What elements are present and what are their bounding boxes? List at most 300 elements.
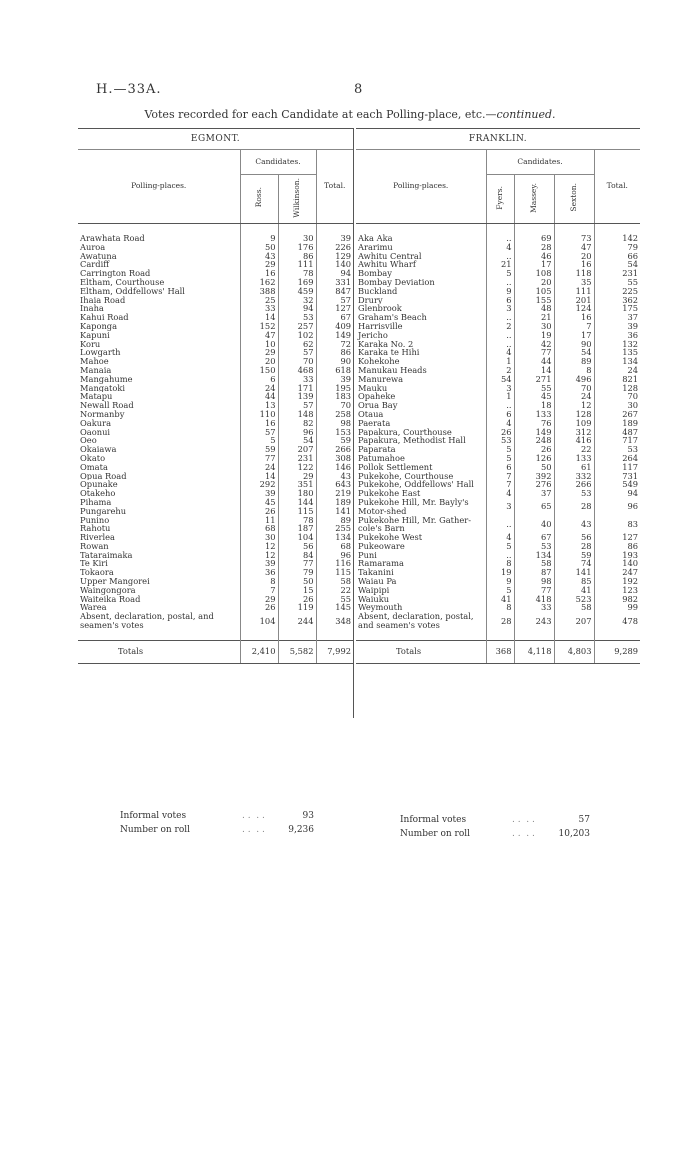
polling-place-name: Okaiawa (80, 445, 117, 454)
page-number: 8 (354, 82, 363, 97)
polling-place-name: Awhitu Central (358, 251, 422, 261)
row-total: 247 (594, 568, 640, 577)
vote-count: 45 (240, 498, 278, 507)
vote-count: 94 (278, 304, 316, 313)
vote-count: 7 (240, 586, 278, 595)
franklin-panel (356, 128, 640, 664)
fr-candidate-label: Sexton. (568, 183, 578, 212)
polling-place-name: Pukekohe East (358, 489, 421, 498)
row-total: 134 (594, 357, 640, 366)
polling-place-name: Eltham, Oddfellows' Hall (80, 286, 185, 296)
row-total: 39 (594, 322, 640, 331)
polling-place-name: Paparata (358, 445, 396, 454)
table-row (356, 595, 640, 604)
vote-count: 40 (514, 516, 554, 534)
vote-count: 6 (240, 375, 278, 384)
row-total: 94 (316, 269, 353, 278)
polling-place-name: Awatuna (80, 251, 117, 261)
fr-candidate-name (486, 175, 514, 224)
vote-count: 28 (514, 243, 554, 252)
row-total: 142 (594, 234, 640, 243)
vote-count: 26 (514, 445, 554, 454)
row-total: 68 (316, 542, 353, 551)
polling-place-name: Pukekohe Hill, Mr. Gather-cole's Barn (358, 515, 472, 534)
vote-count: 44 (240, 392, 278, 401)
vote-count: 118 (554, 269, 594, 278)
vote-count: 187 (278, 524, 316, 533)
vote-count: 14 (240, 313, 278, 322)
egmont-total-header: Total. (316, 150, 353, 224)
row-total: 409 (316, 322, 353, 331)
row-total: 36 (594, 331, 640, 340)
polling-place-name: Waipipi (358, 585, 390, 595)
vote-count: 2 (486, 366, 514, 375)
spacer-cell (240, 630, 278, 641)
polling-place-name: Rowan (80, 541, 109, 551)
vote-count: 9 (486, 287, 514, 296)
table-row (356, 577, 640, 586)
vote-count: 15 (278, 586, 316, 595)
row-total: 83 (594, 516, 640, 534)
polling-place-name: Graham's Beach (358, 313, 427, 322)
polling-place-name: Riverlea (80, 533, 115, 542)
vote-count: 102 (278, 331, 316, 340)
table-row (356, 313, 640, 322)
vote-count: 77 (278, 559, 316, 568)
polling-place-name: Rahotu (80, 524, 111, 534)
polling-place-name: Waiuku (358, 594, 390, 604)
row-total: 79 (594, 243, 640, 252)
vote-count: 115 (278, 507, 316, 516)
row-total: 731 (594, 472, 640, 481)
vote-count: 26 (240, 507, 278, 516)
vote-count: .. (486, 252, 514, 261)
egmont-polling-places-header: Polling-places. (78, 150, 240, 224)
vote-count: 86 (278, 252, 316, 261)
eg-candidate-label: Wilkinson. (291, 177, 301, 218)
table-row (78, 516, 353, 525)
vote-count: 17 (554, 331, 594, 340)
table-row (78, 428, 353, 437)
polling-place-name: Takanini (358, 568, 394, 578)
row-total: 189 (594, 419, 640, 428)
eg-candidate-name (278, 175, 316, 224)
vote-count: 56 (278, 542, 316, 551)
vote-count: 26 (486, 428, 514, 437)
table-row (78, 463, 353, 472)
vote-count: 50 (278, 577, 316, 586)
vote-count: 79 (278, 568, 316, 577)
vote-count: 39 (240, 489, 278, 498)
table-row (356, 463, 640, 472)
vote-count: 53 (486, 436, 514, 445)
polling-place-name: Puni (358, 550, 377, 560)
egmont-panel (78, 128, 353, 664)
row-total: 86 (316, 348, 353, 357)
vote-count: 144 (278, 498, 316, 507)
table-row (78, 260, 353, 269)
table-row (356, 392, 640, 401)
egmont-roll-value: 9,236 (288, 825, 314, 835)
vote-count: 59 (554, 551, 594, 560)
polling-place-name: Okato (80, 453, 106, 463)
page-title (0, 108, 700, 121)
row-total: 264 (594, 454, 640, 463)
table-row (78, 234, 353, 243)
vote-count: 85 (554, 577, 594, 586)
spacer-row (356, 630, 640, 641)
vote-count: 28 (486, 612, 514, 630)
vote-count: 12 (240, 542, 278, 551)
row-total: 362 (594, 296, 640, 305)
polling-place-name: Upper Mangorei (80, 577, 150, 586)
vote-count: .. (486, 331, 514, 340)
polling-place-name: Orua Bay (358, 401, 398, 410)
polling-place-name: Oakura (80, 418, 112, 428)
row-total: 86 (594, 542, 640, 551)
row-total: 123 (594, 586, 640, 595)
table-row (356, 269, 640, 278)
row-total: 116 (316, 559, 353, 568)
table-row (78, 340, 353, 349)
vote-count: 141 (554, 568, 594, 577)
table-row (78, 551, 353, 560)
table-row (78, 252, 353, 261)
vote-count: 119 (278, 603, 316, 612)
eg-candidate-label: Ross. (253, 187, 263, 208)
row-total: 135 (594, 348, 640, 357)
row-total: 549 (594, 480, 640, 489)
total-value: 4,803 (554, 640, 594, 663)
table-row (78, 375, 353, 384)
vote-count: 55 (514, 384, 554, 393)
row-total: 55 (316, 595, 353, 604)
vote-count: 243 (514, 612, 554, 630)
row-total: 331 (316, 278, 353, 287)
vote-count: 7 (486, 472, 514, 481)
vote-count: 148 (278, 410, 316, 419)
row-total: 22 (316, 586, 353, 595)
row-total: 308 (316, 454, 353, 463)
row-total: 821 (594, 375, 640, 384)
vote-count: 176 (278, 243, 316, 252)
vote-count: 416 (554, 436, 594, 445)
vote-count: 276 (514, 480, 554, 489)
vote-count: 30 (240, 533, 278, 542)
vote-count: 139 (278, 392, 316, 401)
vote-count: 388 (240, 287, 278, 296)
vote-count: 43 (554, 516, 594, 534)
polling-place-name: Tataraimaka (80, 550, 133, 560)
row-total: 54 (594, 260, 640, 269)
polling-place-name: Aka Aka (358, 234, 393, 243)
polling-place-name: Kohekohe (358, 357, 400, 366)
row-total: 348 (316, 612, 353, 630)
vote-count: 33 (240, 304, 278, 313)
vote-count: 62 (278, 340, 316, 349)
vote-count: 30 (514, 322, 554, 331)
row-total: 193 (594, 551, 640, 560)
table-row (78, 489, 353, 498)
polling-place-name: Glenbrook (358, 304, 402, 314)
vote-count: 43 (240, 252, 278, 261)
polling-place-name: Eltham, Courthouse (80, 277, 165, 287)
polling-place-name: Papakura, Methodist Hall (358, 436, 466, 446)
vote-count: 128 (554, 410, 594, 419)
vote-count: 70 (278, 357, 316, 366)
row-total: 175 (594, 304, 640, 313)
vote-count: 5 (486, 454, 514, 463)
table-row (78, 586, 353, 595)
vote-count: 4 (486, 489, 514, 498)
polling-place-name: Papakura, Courthouse (358, 427, 452, 437)
table-row (356, 454, 640, 463)
polling-place-name: Mangatoki (80, 383, 126, 393)
table-row (78, 612, 353, 630)
vote-count: 133 (514, 410, 554, 419)
row-total: 39 (316, 234, 353, 243)
vote-count: 28 (554, 542, 594, 551)
table-row (356, 516, 640, 534)
table-row (356, 401, 640, 410)
table-row (78, 533, 353, 542)
vote-count: 134 (514, 551, 554, 560)
row-total: 115 (316, 568, 353, 577)
polling-place-name: Lowgarth (80, 348, 121, 358)
polling-place-name: Opunake (80, 480, 118, 490)
table-row (356, 559, 640, 568)
vote-count: 3 (486, 384, 514, 393)
vote-count: 4 (486, 419, 514, 428)
franklin-informal-label: Informal votes (400, 815, 467, 825)
egmont-footer (118, 808, 316, 838)
vote-count: 41 (554, 586, 594, 595)
vote-count: .. (486, 516, 514, 534)
polling-place-name: Carrington Road (80, 269, 151, 278)
franklin-footer-table (398, 812, 592, 842)
row-total: 55 (594, 278, 640, 287)
totals-label: Totals (78, 640, 240, 663)
vote-count: 7 (554, 322, 594, 331)
polling-place-name: Ramarama (358, 559, 404, 569)
column-divider (353, 128, 354, 718)
vote-count: 78 (278, 516, 316, 525)
vote-count: 67 (514, 533, 554, 542)
vote-count: 54 (486, 375, 514, 384)
row-total: 153 (316, 428, 353, 437)
vote-count: 53 (278, 313, 316, 322)
vote-count: 149 (514, 428, 554, 437)
polling-place-name: Omata (80, 462, 108, 472)
row-total: 982 (594, 595, 640, 604)
vote-count: 30 (278, 234, 316, 243)
table-row (356, 357, 640, 366)
spacer-cell (356, 630, 486, 641)
egmont-roll-label: Number on roll (120, 825, 191, 835)
table-row (78, 304, 353, 313)
table-row (78, 524, 353, 533)
spacer-row (78, 630, 353, 641)
spacer-cell (514, 630, 554, 641)
vote-count: 35 (554, 278, 594, 287)
polling-place-name: Bombay Deviation (358, 277, 435, 287)
table-row (356, 278, 640, 287)
vote-count: 70 (554, 384, 594, 393)
row-total: 258 (316, 410, 353, 419)
polling-place-name: Mahoe (80, 357, 109, 366)
row-total: 145 (316, 603, 353, 612)
vote-count: 3 (486, 498, 514, 516)
vote-count: 22 (554, 445, 594, 454)
franklin-electorate-name: FRANKLIN. (356, 129, 640, 150)
title-main: Votes recorded for each Candidate at each Polling-place, etc.— (144, 108, 497, 121)
vote-count: 39 (240, 559, 278, 568)
vote-count: 201 (554, 296, 594, 305)
franklin-candidates-header: Candidates. (486, 150, 594, 175)
vote-count: 45 (514, 392, 554, 401)
table-row (78, 577, 353, 586)
vote-count: 96 (278, 428, 316, 437)
polling-place-name: Buckland (358, 286, 398, 296)
table-row (78, 419, 353, 428)
row-total: 72 (316, 340, 353, 349)
row-total: 53 (594, 445, 640, 454)
polling-place-name: Manukau Heads (358, 365, 427, 375)
table-row (356, 603, 640, 612)
polling-place-name: Manaia (80, 365, 112, 375)
fr-totals-row (356, 640, 640, 663)
polling-place-name: Normanby (80, 409, 125, 419)
row-total: 146 (316, 463, 353, 472)
spacer-cell (78, 630, 240, 641)
vote-count: 150 (240, 366, 278, 375)
vote-count: 5 (486, 445, 514, 454)
leader-dots: . . . . (512, 815, 535, 825)
vote-count: 77 (240, 454, 278, 463)
total-value: 2,410 (240, 640, 278, 663)
vote-count: 9 (486, 577, 514, 586)
table-row (356, 260, 640, 269)
table-row (356, 568, 640, 577)
polling-place-name: Waiteika Road (80, 594, 141, 604)
polling-place-name: Kapuni (80, 330, 110, 340)
vote-count: 50 (240, 243, 278, 252)
polling-place-name: Waiau Pa (358, 577, 397, 586)
row-total: 67 (316, 313, 353, 322)
table-row (356, 586, 640, 595)
vote-count: 351 (278, 480, 316, 489)
row-total: 231 (594, 269, 640, 278)
row-total: 132 (594, 340, 640, 349)
row-total: 90 (316, 357, 353, 366)
polling-place-name: Oeo (80, 436, 97, 446)
row-total: 219 (316, 489, 353, 498)
vote-count: 207 (278, 445, 316, 454)
vote-count: 8 (486, 559, 514, 568)
vote-count: 468 (278, 366, 316, 375)
table-row (78, 357, 353, 366)
vote-count: .. (486, 551, 514, 560)
vote-count: 68 (240, 524, 278, 533)
row-total: 225 (594, 287, 640, 296)
table-row (356, 375, 640, 384)
row-total: 140 (594, 559, 640, 568)
vote-count: 392 (514, 472, 554, 481)
table-row (78, 410, 353, 419)
vote-count: 2 (486, 322, 514, 331)
vote-count: 332 (554, 472, 594, 481)
spacer-row (356, 224, 640, 235)
vote-count: 20 (554, 252, 594, 261)
spacer-row (78, 224, 353, 235)
vote-count: 109 (554, 419, 594, 428)
fr-candidate-label: Fyers. (494, 185, 504, 210)
row-total: 70 (594, 392, 640, 401)
polling-place-name: Pukeoware (358, 541, 405, 551)
table-row (356, 489, 640, 498)
polling-place-name: Awhitu Wharf (358, 260, 416, 270)
polling-place-name: Patumahoe (358, 453, 405, 463)
vote-count: 105 (514, 287, 554, 296)
vote-count: 4 (486, 348, 514, 357)
spacer-cell (316, 630, 353, 641)
vote-count: 42 (514, 340, 554, 349)
vote-count: 496 (554, 375, 594, 384)
vote-count: 523 (554, 595, 594, 604)
row-total: 128 (594, 384, 640, 393)
vote-count: 59 (240, 445, 278, 454)
vote-count: 1 (486, 357, 514, 366)
vote-count: 82 (278, 419, 316, 428)
vote-count: 29 (240, 260, 278, 269)
vote-count: 26 (240, 603, 278, 612)
vote-count: 24 (554, 392, 594, 401)
vote-count: 25 (240, 296, 278, 305)
row-total: 43 (316, 472, 353, 481)
table-row (356, 243, 640, 252)
vote-count: 4 (486, 243, 514, 252)
vote-count: .. (486, 278, 514, 287)
table-row (356, 498, 640, 516)
table-row (78, 472, 353, 481)
polling-place-name: Weymouth (358, 603, 403, 613)
vote-count: 271 (514, 375, 554, 384)
polling-place-name: Newall Road (80, 401, 134, 410)
row-total: 96 (316, 551, 353, 560)
vote-count: 12 (240, 551, 278, 560)
row-total: 70 (316, 401, 353, 410)
table-row (78, 366, 353, 375)
vote-count: 33 (514, 603, 554, 612)
row-total: 94 (594, 489, 640, 498)
polling-place-name: Pungarehu (80, 506, 127, 516)
spacer-cell (594, 630, 640, 641)
vote-count: 84 (278, 551, 316, 560)
row-total: 478 (594, 612, 640, 630)
polling-place-name: Cardiff (80, 260, 110, 270)
vote-count: 7 (486, 480, 514, 489)
row-total: 134 (316, 533, 353, 542)
vote-count: 152 (240, 322, 278, 331)
egmont-informal-label: Informal votes (120, 811, 187, 821)
table-row (78, 278, 353, 287)
row-total: 99 (594, 603, 640, 612)
table-row (356, 445, 640, 454)
vote-count: 78 (278, 269, 316, 278)
vote-count: 16 (554, 260, 594, 269)
vote-count: 47 (554, 243, 594, 252)
row-total: 58 (316, 577, 353, 586)
